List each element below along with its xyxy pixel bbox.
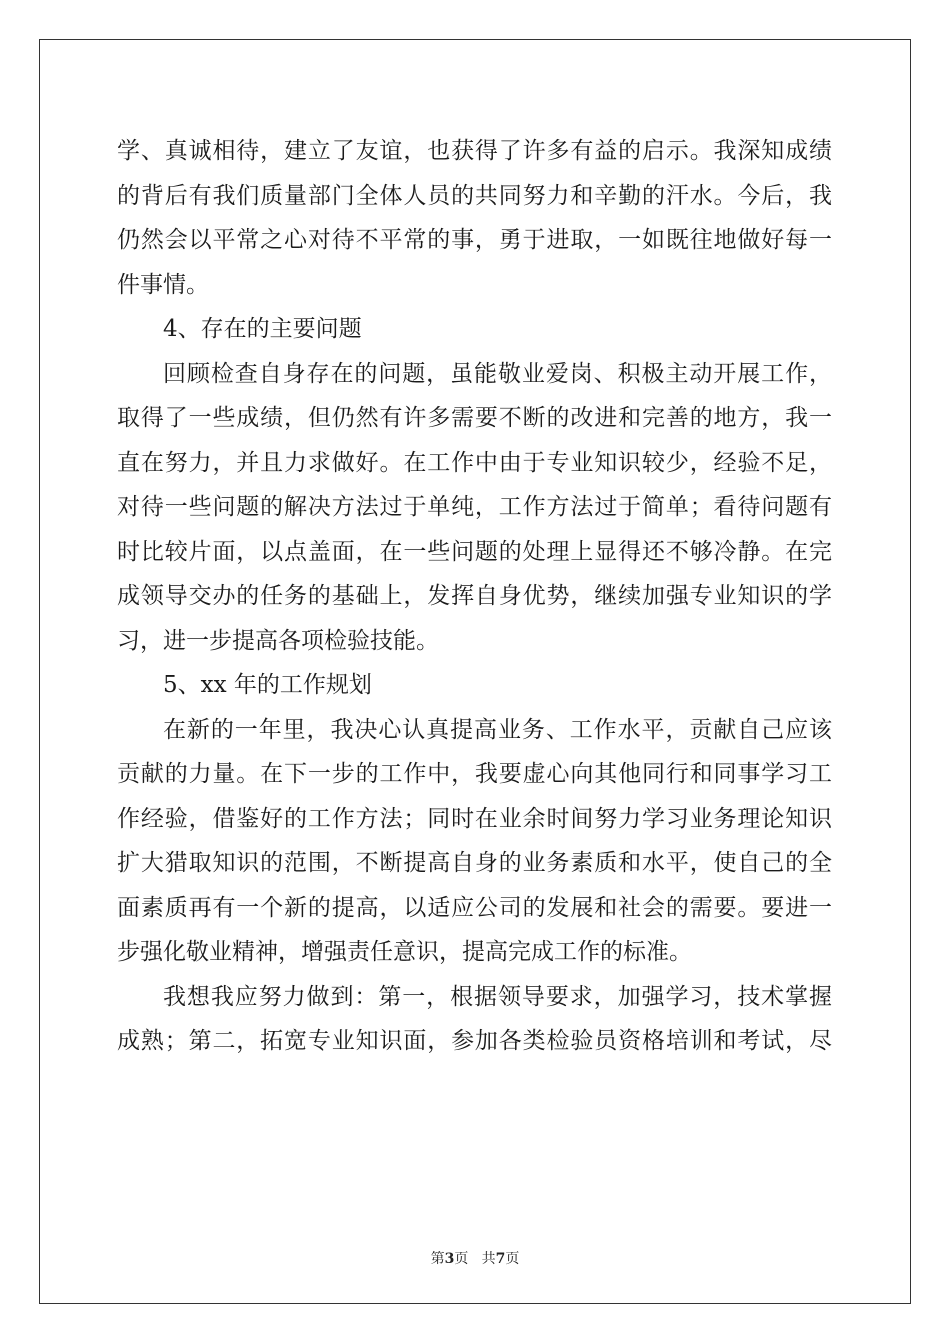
text-line: 仍然会以平常之心对待不平常的事，勇于进取，一如既往地做好每一 bbox=[117, 227, 832, 253]
text-line: 步强化敬业精神，增强责任意识，提高完成工作的标准。 bbox=[117, 939, 692, 965]
current-page-number: 3 bbox=[444, 1251, 455, 1267]
page-footer bbox=[0, 1248, 950, 1268]
text-line: 面素质再有一个新的提高，以适应公司的发展和社会的需要。要进一 bbox=[117, 894, 832, 921]
total-suffix: 页 bbox=[505, 1251, 520, 1267]
text-line: 件事情。 bbox=[117, 271, 209, 298]
text-line: 贡献的力量。在下一步的工作中，我要虚心向其他同行和同事学习工 bbox=[117, 761, 832, 787]
page-prefix: 第 bbox=[430, 1251, 445, 1267]
text-line: 我想我应努力做到：第一，根据领导要求，加强学习，技术掌握 bbox=[163, 983, 832, 1010]
text-line: 在新的一年里，我决心认真提高业务、工作水平，贡献自己应该 bbox=[163, 716, 832, 743]
page-suffix: 页 bbox=[454, 1251, 469, 1267]
document-body bbox=[117, 129, 832, 1064]
section-heading: 5、xx 年的工作规划 bbox=[163, 672, 372, 698]
text-line: 学、真诚相待，建立了友谊，也获得了许多有益的启示。我深知成绩 bbox=[117, 138, 832, 164]
text-line: 对待一些问题的解决方法过于单纯，工作方法过于简单；看待问题有 bbox=[117, 494, 832, 520]
total-page-number: 7 bbox=[495, 1251, 506, 1267]
text-line: 取得了一些成绩，但仍然有许多需要不断的改进和完善的地方，我一 bbox=[117, 405, 832, 431]
text-line: 习，进一步提高各项检验技能。 bbox=[117, 627, 439, 654]
text-line: 作经验，借鉴好的工作方法；同时在业余时间努力学习业务理论知识 bbox=[117, 805, 832, 832]
total-prefix: 共 bbox=[481, 1251, 496, 1267]
text-line: 回顾检查自身存在的问题，虽能敬业爱岗、积极主动开展工作， bbox=[163, 360, 832, 387]
section-heading: 4、存在的主要问题 bbox=[163, 316, 362, 342]
text-line: 成领导交办的任务的基础上，发挥自身优势，继续加强专业知识的学 bbox=[117, 583, 832, 609]
text-line: 直在努力，并且力求做好。在工作中由于专业知识较少，经验不足， bbox=[117, 449, 832, 476]
text-line: 成熟；第二，拓宽专业知识面，参加各类检验员资格培训和考试，尽 bbox=[117, 1028, 832, 1054]
text-line: 的背后有我们质量部门全体人员的共同努力和辛勤的汗水。今后，我 bbox=[117, 182, 832, 209]
text-line: 扩大猎取知识的范围，不断提高自身的业务素质和水平，使自己的全 bbox=[117, 850, 832, 876]
text-line: 时比较片面，以点盖面，在一些问题的处理上显得还不够冷静。在完 bbox=[117, 538, 832, 565]
